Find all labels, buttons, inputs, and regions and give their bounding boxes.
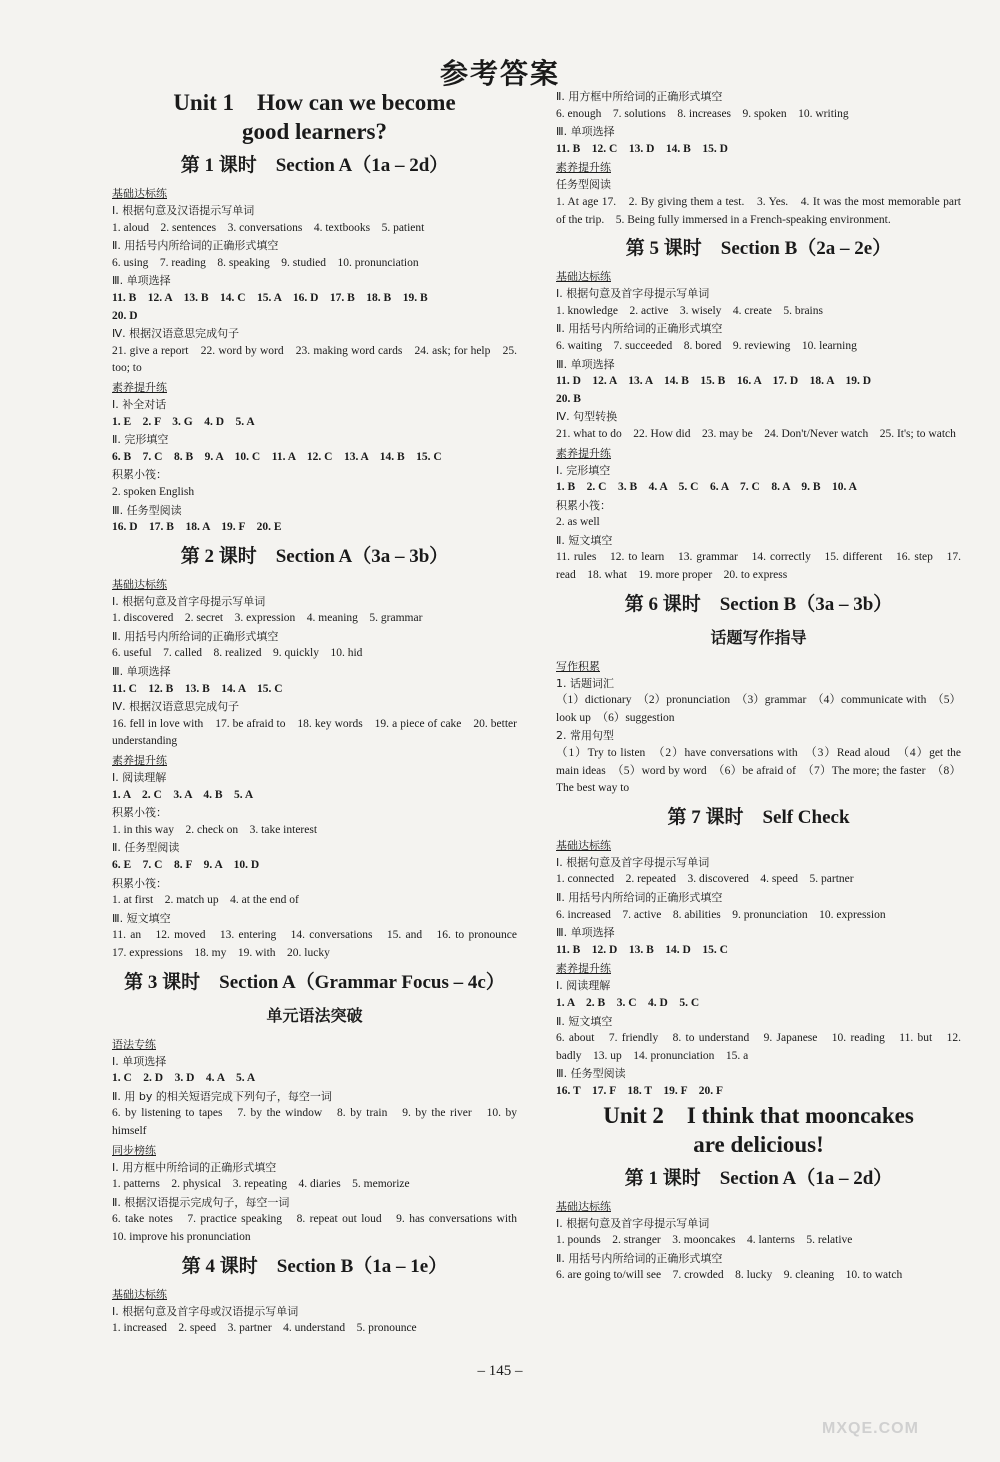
answer-line: 6. about 7. friendly 8. to understand 9. Japanese 10. reading 11. but 12. badly 13. up 14. pronunciation 15. a (556, 1032, 961, 1062)
exercise-subheading: Ⅱ. 短文填空 (556, 533, 613, 547)
answer-line: 1. A 2. C 3. A 4. B 5. A (112, 788, 254, 801)
answer-line: 6. increased 7. active 8. abilities 9. pronunciation 10. expression (556, 908, 886, 921)
exercise-subheading: Ⅱ. 短文填空 (556, 1014, 613, 1028)
exercise-subheading: Ⅰ. 补全对话 (112, 397, 167, 411)
answer-line: 1. increased 2. speed 3. partner 4. understand 5. pronounce (112, 1322, 417, 1335)
exercise-subheading: Ⅱ. 用括号内所给词的正确形式填空 (112, 629, 279, 643)
exercise-tag: 基础达标练 (112, 577, 167, 591)
lesson-heading: 第 3 课时 Section A（Grammar Focus – 4c） (124, 971, 505, 993)
exercise-subheading: Ⅰ. 单项选择 (112, 1054, 167, 1068)
exercise-subheading: 积累小筏： (112, 876, 167, 890)
answer-line: （1）Try to listen （2）have conversations with （3）Read aloud （4）get the main ideas （5）word by word （6）be afraid of （7）The more; the faster （8）The best way to (556, 747, 961, 795)
answer-line: 1. B 2. C 3. B 4. A 5. C 6. A 7. C 8. A 9. B 10. A (556, 481, 857, 494)
answer-line: 11. B 12. D 13. B 14. D 15. C (556, 943, 728, 956)
exercise-subheading: Ⅰ. 根据句意及首字母提示写单词 (556, 855, 710, 869)
exercise-subheading: Ⅲ. 单项选择 (556, 926, 615, 940)
answer-line: 1. C 2. D 3. D 4. A 5. A (112, 1072, 256, 1085)
answer-line: 20. B (556, 392, 581, 405)
exercise-subheading: Ⅱ. 用括号内所给词的正确形式填空 (556, 322, 723, 336)
exercise-tag: 素养提升练 (556, 161, 611, 175)
answer-line: 1. in this way 2. check on 3. take interest (112, 823, 318, 836)
exercise-subheading: Ⅰ. 根据句意及首字母提示写单词 (112, 594, 266, 608)
lesson-heading: 第 1 课时 Section A（1a – 2d） (180, 155, 449, 176)
exercise-subheading: Ⅱ. 根据汉语提示完成句子，每空一词 (112, 1195, 290, 1209)
exercise-subheading: Ⅲ. 单项选择 (112, 274, 171, 288)
exercise-subheading: Ⅲ. 单项选择 (556, 357, 615, 371)
exercise-tag: 素养提升练 (112, 380, 167, 394)
answer-line: 1. connected 2. repeated 3. discovered 4. speed 5. partner (556, 873, 854, 886)
answer-line: 1. discovered 2. secret 3. expression 4. meaning 5. grammar (112, 612, 423, 625)
exercise-subheading: Ⅲ. 短文填空 (112, 911, 171, 925)
exercise-subheading: Ⅱ. 完形填空 (112, 433, 169, 447)
exercise-subheading: Ⅲ. 任务型阅读 (556, 1067, 626, 1081)
answer-line: 11. C 12. B 13. B 14. A 15. C (112, 682, 283, 695)
exercise-subheading: Ⅱ. 用 by 的相关短语完成下列句子，每空一词 (112, 1089, 332, 1103)
exercise-subheading: 1. 话题词汇 (556, 676, 614, 690)
exercise-subheading: Ⅱ. 用方框中所给词的正确形式填空 (556, 90, 723, 103)
lesson-heading: 第 5 课时 Section B（2a – 2e） (625, 238, 892, 260)
exercise-tag: 基础达标练 (112, 187, 167, 200)
exercise-tag: 基础达标练 (112, 1287, 167, 1301)
answer-line: 6. E 7. C 8. F 9. A 10. D (112, 859, 260, 871)
unit-heading-line: are delicious! (693, 1131, 824, 1157)
answer-line: 6. are going to/will see 7. crowded 8. lucky 9. cleaning 10. to watch (556, 1269, 903, 1282)
exercise-subheading: Ⅰ. 根据句意及首字母提示写单词 (556, 287, 710, 301)
exercise-tag: 基础达标练 (556, 838, 611, 852)
answer-line: 11. D 12. A 13. A 14. B 15. B 16. A 17. D 18. A 19. D (556, 375, 872, 388)
answer-line: 2. as well (556, 516, 600, 529)
exercise-subheading: Ⅲ. 单项选择 (556, 125, 615, 139)
answer-line: 6. enough 7. solutions 8. increases 9. spoken 10. writing (556, 107, 849, 120)
answer-line: 1. patterns 2. physical 3. repeating 4. diaries 5. memorize (112, 1178, 410, 1191)
answer-line: 6. by listening to tapes 7. by the window 8. by train 9. by the river 10. by himself (112, 1107, 517, 1137)
exercise-tag: 基础达标练 (556, 1199, 611, 1213)
exercise-subheading: Ⅰ. 完形填空 (556, 463, 611, 477)
answer-line: 6. take notes 7. practice speaking 8. repeat out loud 9. has conversations with 10. improve his pronunciation (112, 1213, 529, 1243)
page-title: 参考答案 (439, 57, 560, 90)
exercise-tag: 同步榜练 (112, 1143, 156, 1157)
page-number: – 145 – (477, 1363, 523, 1379)
lesson-heading: 第 4 课时 Section B（1a – 1e） (181, 1255, 448, 1277)
answer-line: 6. waiting 7. succeeded 8. bored 9. reviewing 10. learning (556, 339, 857, 352)
exercise-tag: 素养提升练 (556, 446, 611, 460)
exercise-tag: 写作积累 (556, 659, 600, 673)
exercise-subheading: Ⅰ. 根据句意及首字母或汉语提示写单词 (112, 1304, 299, 1318)
exercise-subheading: Ⅲ. 单项选择 (112, 665, 171, 679)
answer-line: 16. D 17. B 18. A 19. F 20. E (112, 521, 282, 534)
unit-heading-line: Unit 2 I think that mooncakes (603, 1102, 914, 1128)
answer-line: 11. B 12. C 13. D 14. B 15. D (556, 142, 728, 155)
exercise-subheading: 2. 常用句型 (556, 729, 614, 743)
answer-line: 16. T 17. F 18. T 19. F 20. F (556, 1084, 723, 1097)
unit-heading-line: Unit 1 How can we become (173, 90, 456, 115)
section-heading: 话题写作指导 (710, 627, 807, 647)
exercise-subheading: Ⅳ. 句型转换 (556, 410, 618, 424)
answer-line: 1. At age 17. 2. By giving them a test. 3. Yes. 4. It was the most memorable part of the trip. 5. Being fully immersed in a French-speaking environment. (556, 195, 961, 226)
exercise-subheading: 积累小筏： (112, 806, 167, 820)
answer-line: 1. at first 2. match up 4. at the end of (112, 894, 299, 907)
exercise-tag: 素养提升练 (556, 962, 611, 976)
unit-heading (112, 88, 517, 146)
unit-heading-line: good learners? (241, 119, 387, 144)
answer-line: 21. what to do 22. How did 23. may be 24. Don't/Never watch 25. It's; to watch (556, 427, 956, 440)
answer-column-right (556, 88, 961, 1285)
exercise-subheading: Ⅰ. 根据句意及汉语提示写单词 (112, 204, 255, 217)
exercise-subheading: Ⅰ. 根据句意及首字母提示写单词 (556, 1216, 710, 1230)
exercise-tag: 素养提升练 (112, 754, 167, 768)
answer-line: 1. A 2. B 3. C 4. D 5. C (556, 996, 700, 1009)
exercise-subheading: 任务型阅读 (556, 178, 611, 192)
answer-line: 6. B 7. C 8. B 9. A 10. C 11. A 12. C 13. A 14. B 15. C (112, 450, 442, 463)
answer-line: 16. fell in love with 17. be afraid to 18. key words 19. a piece of cake 20. better understanding (112, 717, 517, 748)
answer-column-left (112, 88, 529, 1338)
section-heading: 单元语法突破 (266, 1005, 363, 1025)
answer-line: 11. rules 12. to learn 13. grammar 14. correctly 15. different 16. step 17. read 18. what 19. more proper 20. to express (556, 551, 961, 582)
exercise-subheading: Ⅱ. 任务型阅读 (112, 841, 180, 855)
lesson-heading: 第 1 课时 Section A（1a – 2d） (624, 1167, 893, 1189)
lesson-heading: 第 6 课时 Section B（3a – 3b） (624, 593, 893, 615)
lesson-heading: 第 7 课时 Self Check (667, 806, 850, 828)
answer-line: 1. E 2. F 3. G 4. D 5. A (112, 415, 255, 428)
exercise-subheading: Ⅰ. 阅读理解 (112, 771, 167, 785)
exercise-subheading: Ⅲ. 任务型阅读 (112, 503, 182, 517)
answer-line: 11. B 12. A 13. B 14. C 15. A 16. D 17. B 18. B 19. B (112, 291, 428, 304)
answer-line: 21. give a report 22. word by word 23. making word cards 24. ask; for help 25. too; to (112, 344, 517, 375)
exercise-subheading: Ⅱ. 用括号内所给词的正确形式填空 (556, 891, 723, 904)
answer-line: 11. an 12. moved 13. entering 14. conversations 15. and 16. to pronounce 17. expressions 18. my 19. with 20. lucky (112, 929, 529, 959)
answer-line: 1. aloud 2. sentences 3. conversations 4. textbooks 5. patient (112, 221, 425, 234)
exercise-subheading: Ⅳ. 根据汉语意思完成句子 (112, 327, 240, 341)
exercise-subheading: Ⅰ. 用方框中所给词的正确形式填空 (112, 1160, 277, 1174)
exercise-subheading: Ⅱ. 用括号内所给词的正确形式填空 (556, 1251, 723, 1265)
exercise-subheading: Ⅳ. 根据汉语意思完成句子 (112, 700, 240, 714)
watermark-logo: MXQE.COM (822, 1420, 919, 1437)
answer-line: （1）dictionary （2）pronunciation （3）grammar （4）communicate with （5）look up （6）suggestion (556, 694, 961, 724)
lesson-heading: 第 2 课时 Section A（3a – 3b） (180, 545, 449, 567)
unit-heading (556, 1101, 961, 1159)
answer-line: 6. useful 7. called 8. realized 9. quickly 10. hid (112, 647, 363, 660)
exercise-subheading: Ⅱ. 用括号内所给词的正确形式填空 (112, 239, 279, 253)
exercise-subheading: 积累小筏： (556, 498, 611, 512)
exercise-subheading: 积累小筏： (112, 468, 167, 482)
answer-line: 1. pounds 2. stranger 3. mooncakes 4. lanterns 5. relative (556, 1234, 853, 1247)
answer-line: 20. D (112, 309, 138, 322)
answer-line: 1. knowledge 2. active 3. wisely 4. create 5. brains (556, 304, 823, 317)
answer-line: 2. spoken English (112, 485, 195, 498)
answer-line: 6. using 7. reading 8. speaking 9. studied 10. pronunciation (112, 256, 419, 269)
exercise-subheading: Ⅰ. 阅读理解 (556, 979, 611, 993)
exercise-tag: 基础达标练 (556, 270, 611, 284)
exercise-tag: 语法专练 (112, 1037, 156, 1051)
